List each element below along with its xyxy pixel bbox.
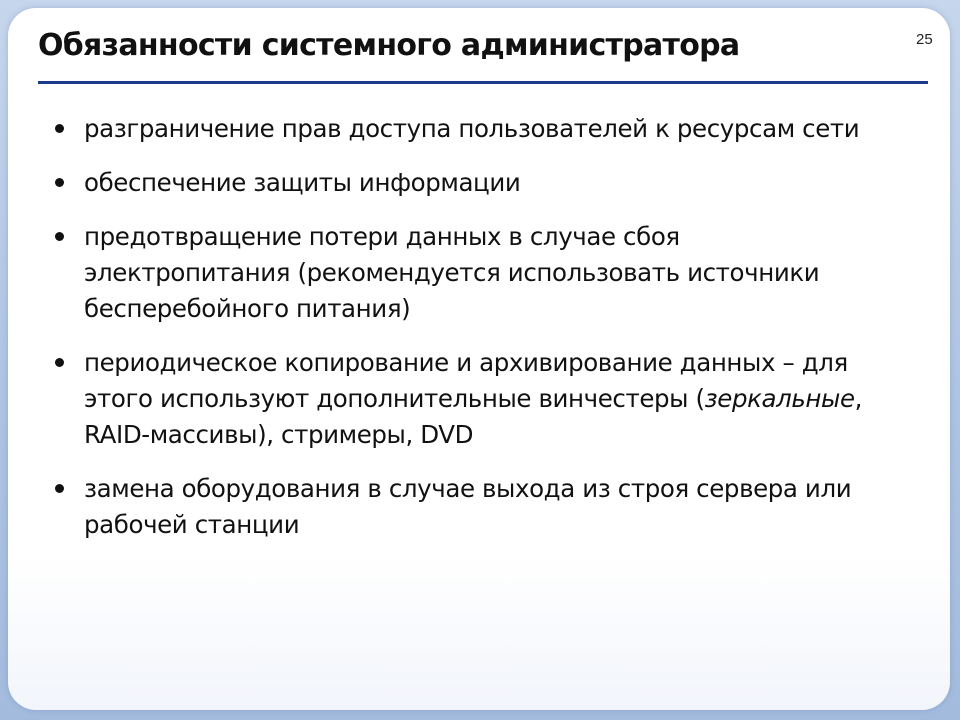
title-underline: [38, 81, 928, 84]
bullet-item-data-loss-prevention: [50, 219, 880, 327]
page-number: 25: [916, 31, 933, 48]
bullet-item-equipment-replacement: [50, 471, 880, 543]
bullet-icon: [55, 484, 64, 493]
bullet-text: разграничение прав доступа пользователей к ресурсам сети: [84, 114, 860, 143]
bullet-text-emphasis: зеркальные: [704, 384, 855, 413]
bullet-text: предотвращение потери данных в случае сбоя электропитания (рекомендуется использовать источники бесперебойного питания): [84, 222, 820, 323]
slide-title: Обязанности системного администратора: [38, 28, 740, 63]
bullet-text-before: периодическое копирование и архивирование данных – для этого используют дополнительные винчестеры (: [84, 348, 848, 413]
bullet-text: обеспечение защиты информации: [84, 168, 521, 197]
bullet-item-backup: [50, 345, 880, 453]
bullet-item-access-rights: [50, 111, 880, 147]
bullet-icon: [55, 358, 64, 367]
bullet-text-after: , RAID-массивы), стримеры, DVD: [84, 384, 863, 449]
bullet-text: замена оборудования в случае выхода из строя сервера или рабочей станции: [84, 474, 852, 539]
bullet-icon: [55, 124, 64, 133]
bullet-list: [50, 111, 880, 561]
bullet-icon: [55, 178, 64, 187]
bullet-icon: [55, 232, 64, 241]
bullet-item-information-protection: [50, 165, 880, 201]
